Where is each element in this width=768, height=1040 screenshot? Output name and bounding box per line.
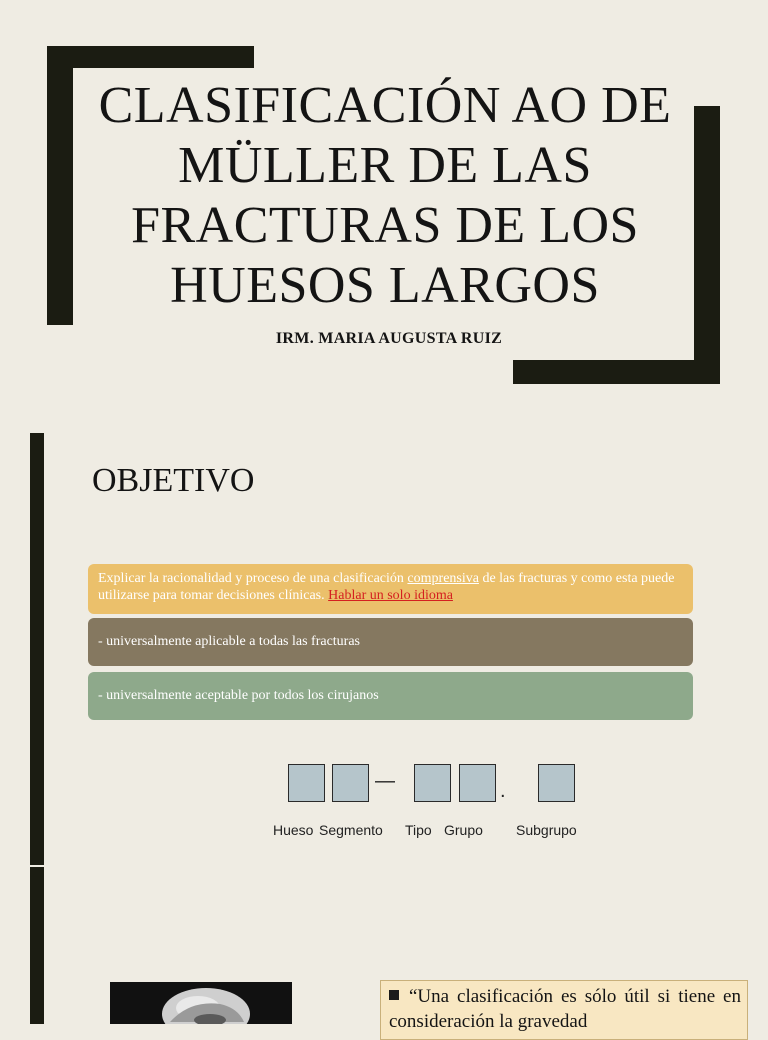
- code-dot: .: [500, 780, 506, 802]
- code-dash: —: [375, 770, 395, 792]
- label-hueso: Hueso: [273, 822, 314, 838]
- label-subgrupo: Subgrupo: [516, 822, 577, 838]
- bullet-text: - universalmente aceptable por todos los cirujanos: [98, 688, 379, 703]
- objective-text: Explicar la racionalidad y proceso de una clasificación: [98, 571, 408, 586]
- hablar-un-solo-idioma-link[interactable]: Hablar un solo idioma: [328, 588, 453, 603]
- title-line: CLASIFICACIÓN AO DE: [98, 77, 672, 134]
- bullet-box-acceptable: [88, 672, 693, 720]
- code-box-segmento: [332, 764, 369, 802]
- title-line: FRACTURAS DE LOS: [131, 197, 639, 254]
- label-tipo: Tipo: [405, 822, 432, 838]
- author-name: IRM. MARIA AUGUSTA RUIZ: [275, 330, 503, 347]
- code-box-subgrupo: [538, 764, 575, 802]
- portrait-image: [110, 982, 292, 1024]
- label-grupo: Grupo: [444, 822, 483, 838]
- bullet-box-applicable: [88, 618, 693, 666]
- slide-title: [40, 76, 730, 316]
- slide-divider-bar: [30, 433, 44, 865]
- objective-box: [88, 564, 693, 614]
- quote-text: “Una clasificación es sólo útil si tiene en consideración la gravedad: [389, 986, 741, 1032]
- objective-text-cont: de las fracturas y como esta puede utilizarse para tomar decisiones clínicas.: [98, 571, 675, 603]
- bullet-text: - universalmente aplicable a todas las fracturas: [98, 634, 360, 649]
- code-box-hueso: [288, 764, 325, 802]
- slide-divider-bar-lower: [30, 867, 44, 1024]
- title-line: HUESOS LARGOS: [170, 257, 600, 314]
- label-segmento: Segmento: [319, 822, 383, 838]
- code-box-grupo: [459, 764, 496, 802]
- left-bracket-top: [47, 46, 254, 68]
- square-bullet-icon: [389, 990, 399, 1000]
- code-box-tipo: [414, 764, 451, 802]
- section-heading: OBJETIVO: [92, 462, 255, 499]
- title-line: MÜLLER DE LAS: [178, 137, 592, 194]
- right-bracket-bottom: [513, 360, 720, 384]
- quote-box: [380, 980, 748, 1040]
- comprensiva-link[interactable]: comprensiva: [407, 571, 479, 586]
- portrait-photo: [110, 982, 292, 1024]
